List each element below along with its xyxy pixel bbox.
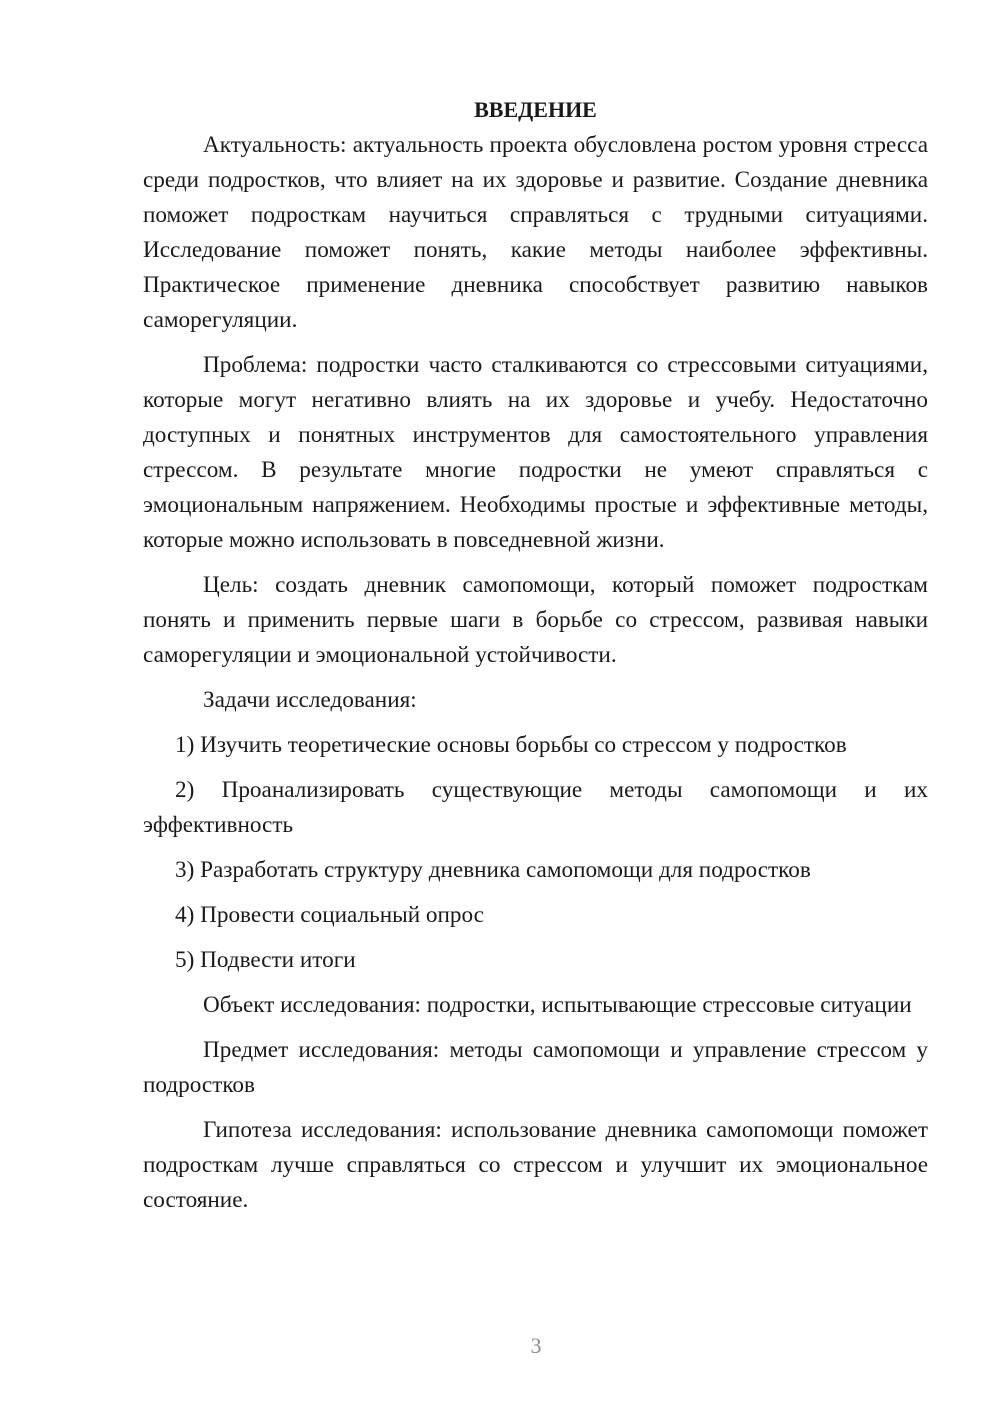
problem-paragraph: Проблема: подростки часто сталкиваются со стрессовыми ситуациями, которые могут негативно влиять на их здоровье и учебу. Недостаточно доступных и понятных инструментов для самостоятельного управления стрессом. В результате многие подростки не умеют справляться с эмоциональным напряжением. Необходимы простые и эффективные методы, которые можно использовать в повседневной жизни. (143, 352, 928, 553)
task-item-3: 3) Разработать структуру дневника самопомощи для подростков (175, 857, 811, 883)
subject-paragraph: Предмет исследования: методы самопомощи и управление стрессом у подростков (143, 1037, 928, 1098)
page-number: 3 (530, 1333, 542, 1358)
page-content (143, 92, 928, 1228)
hypothesis-paragraph: Гипотеза исследования: использование дневника самопомощи поможет подросткам лучше справляться со стрессом и улучшит их эмоциональное состояние. (143, 1117, 928, 1213)
tasks-heading: Задачи исследования: (203, 687, 417, 713)
task-item-1: 1) Изучить теоретические основы борьбы со стрессом у подростков (175, 732, 847, 758)
task-item-5: 5) Подвести итоги (175, 947, 356, 973)
task-item-4: 4) Провести социальный опрос (175, 902, 484, 928)
relevance-paragraph: Актуальность: актуальность проекта обусловлена ростом уровня стресса среди подростков, что влияет на их здоровье и развитие. Создание дневника поможет подросткам научиться справляться с трудными ситуациями. Исследование поможет понять, какие методы наиболее эффективны. Практическое применение дневника способствует развитию навыков саморегуляции. (143, 132, 928, 333)
object-paragraph: Объект исследования: подростки, испытывающие стрессовые ситуации (203, 992, 912, 1018)
tasks-list (143, 728, 928, 978)
task-item-2: 2) Проанализировать существующие методы самопомощи и их эффективность (143, 777, 928, 838)
goal-paragraph: Цель: создать дневник самопомощи, который поможет подросткам понять и применить первые шаги в борьбе со стрессом, развивая навыки саморегуляции и эмоциональной устойчивости. (143, 572, 928, 668)
section-title: ВВЕДЕНИЕ (474, 97, 597, 122)
